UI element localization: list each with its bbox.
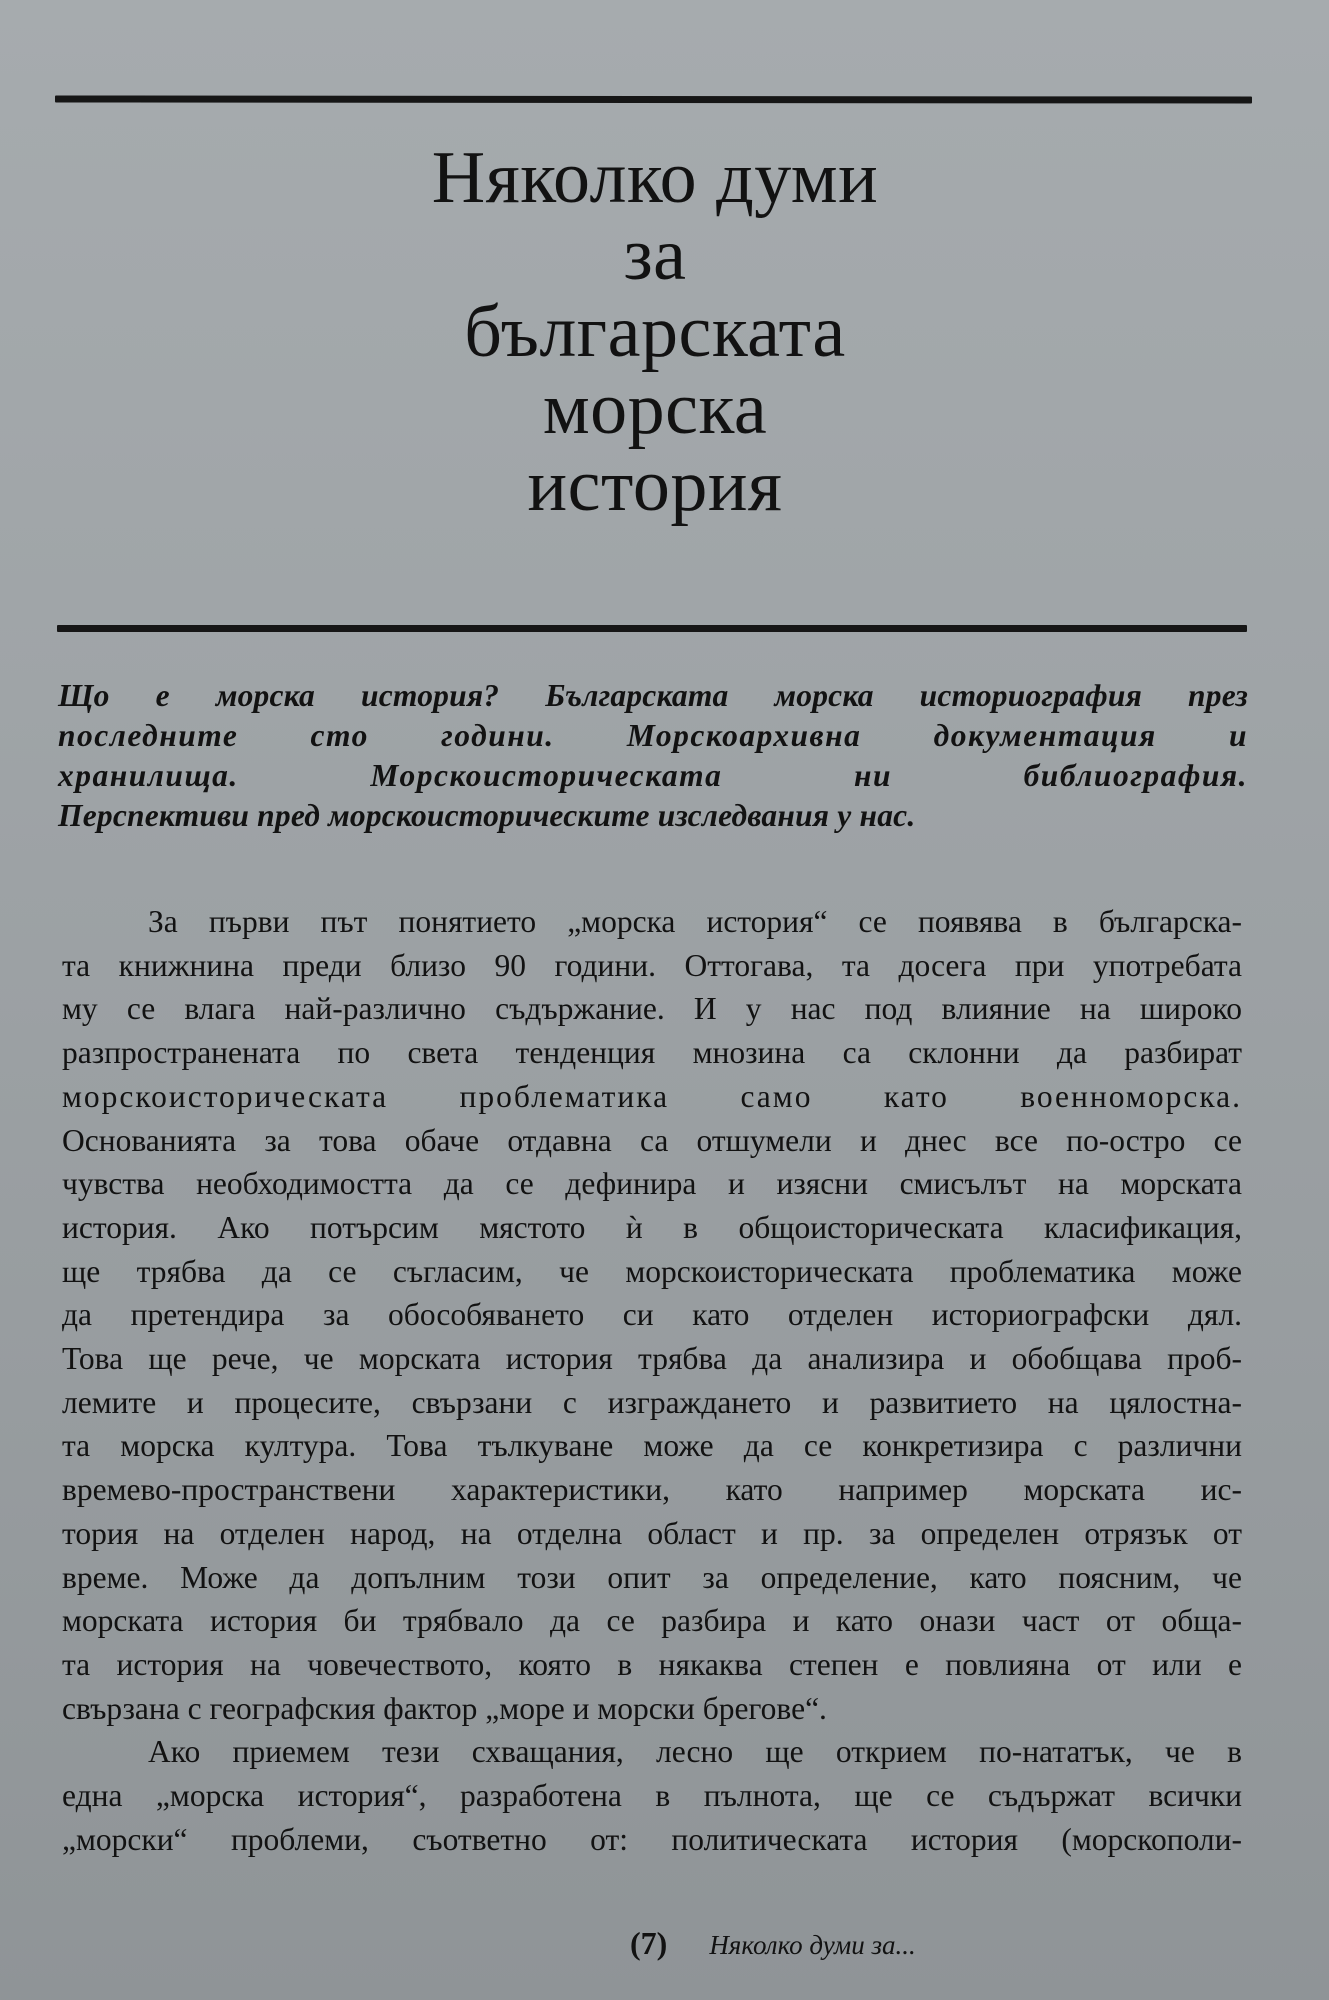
body-line: лемите и процесите, свързани с изграждането и развитието на цялостна- [62,1384,1242,1420]
body-line: му се влага най-различно съдържание. И у нас под влияние на широко [62,991,1242,1027]
title-line: Няколко думи [431,137,879,219]
summary-line: последните сто години. Морскоархивна документация и [58,718,1248,753]
title-line: история [527,445,783,527]
body-line: та книжнина преди близо 90 години. Оттогава, та досега при употребата [62,947,1242,983]
body-line: ще трябва да се съгласим, че морскоисторическата проблематика може [62,1253,1242,1289]
title-line: морска [542,368,768,450]
body-line: Основанията за това обаче отдавна са отшумели и днес все по-остро се [62,1122,1242,1158]
body-line: Ако приемем тези схващания, лесно ще открием по-нататък, че в [148,1734,1242,1770]
body-line: та морска култура. Това тълкуване може да се конкретизира с различни [62,1428,1242,1464]
summary-line: хранилища. Морскоисторическата ни библиография. [58,758,1248,793]
body-line: свързана с географския фактор „море и морски брегове“. [62,1690,827,1726]
body-line: време. Може да допълним този опит за определение, като поясним, че [62,1559,1242,1595]
running-head: Няколко думи за... [709,1930,916,1960]
body-line: морскоисторическата проблематика само като военноморска. [62,1078,1242,1114]
body-line: Това ще рече, че морската история трябва да анализира и обобщава проб- [62,1341,1242,1377]
body-line: история. Ако потърсим мястото ѝ в общоисторическата класификация, [62,1209,1242,1245]
title-line: за [623,214,687,296]
summary-line: Що е морска история? Българската морска историография през [58,678,1248,713]
body-line: да претендира за обособяването си като отделен историографски дял. [62,1297,1242,1333]
top-rule [55,95,1252,103]
body-line: разпространената по света тенденция мнозина са склонни да разбират [62,1035,1242,1071]
body-line: чувства необходимостта да се дефинира и изясни смисълът на морската [62,1166,1242,1202]
chapter-summary [58,676,1248,836]
chapter-title [155,137,1155,527]
page-number: (7) [630,1925,668,1961]
bottom-rule [57,625,1247,632]
page-footer [630,1925,1250,1962]
title-line: българската [464,291,846,373]
summary-line: Перспективи пред морскоисторическите изследвания у нас. [58,798,916,833]
body-line: тория на отделен народ, на отделна област и пр. за определен отрязък от [62,1515,1242,1551]
body-line: „морски“ проблеми, съответно от: политическата история (морскополи- [62,1821,1242,1857]
body-line: една „морска история“, разработена в пълнота, ще се съдържат всички [62,1778,1242,1814]
body-line: времево-пространствени характеристики, като например морската ис- [62,1472,1242,1508]
body-line: та история на човечеството, която в някаква степен е повлияна от или е [62,1646,1242,1682]
body-text [62,900,1242,1861]
body-line: За първи път понятието „морска история“ се появява в българска- [148,904,1242,939]
body-line: морската история би трябвало да се разбира и като онази част от обща- [62,1603,1242,1639]
